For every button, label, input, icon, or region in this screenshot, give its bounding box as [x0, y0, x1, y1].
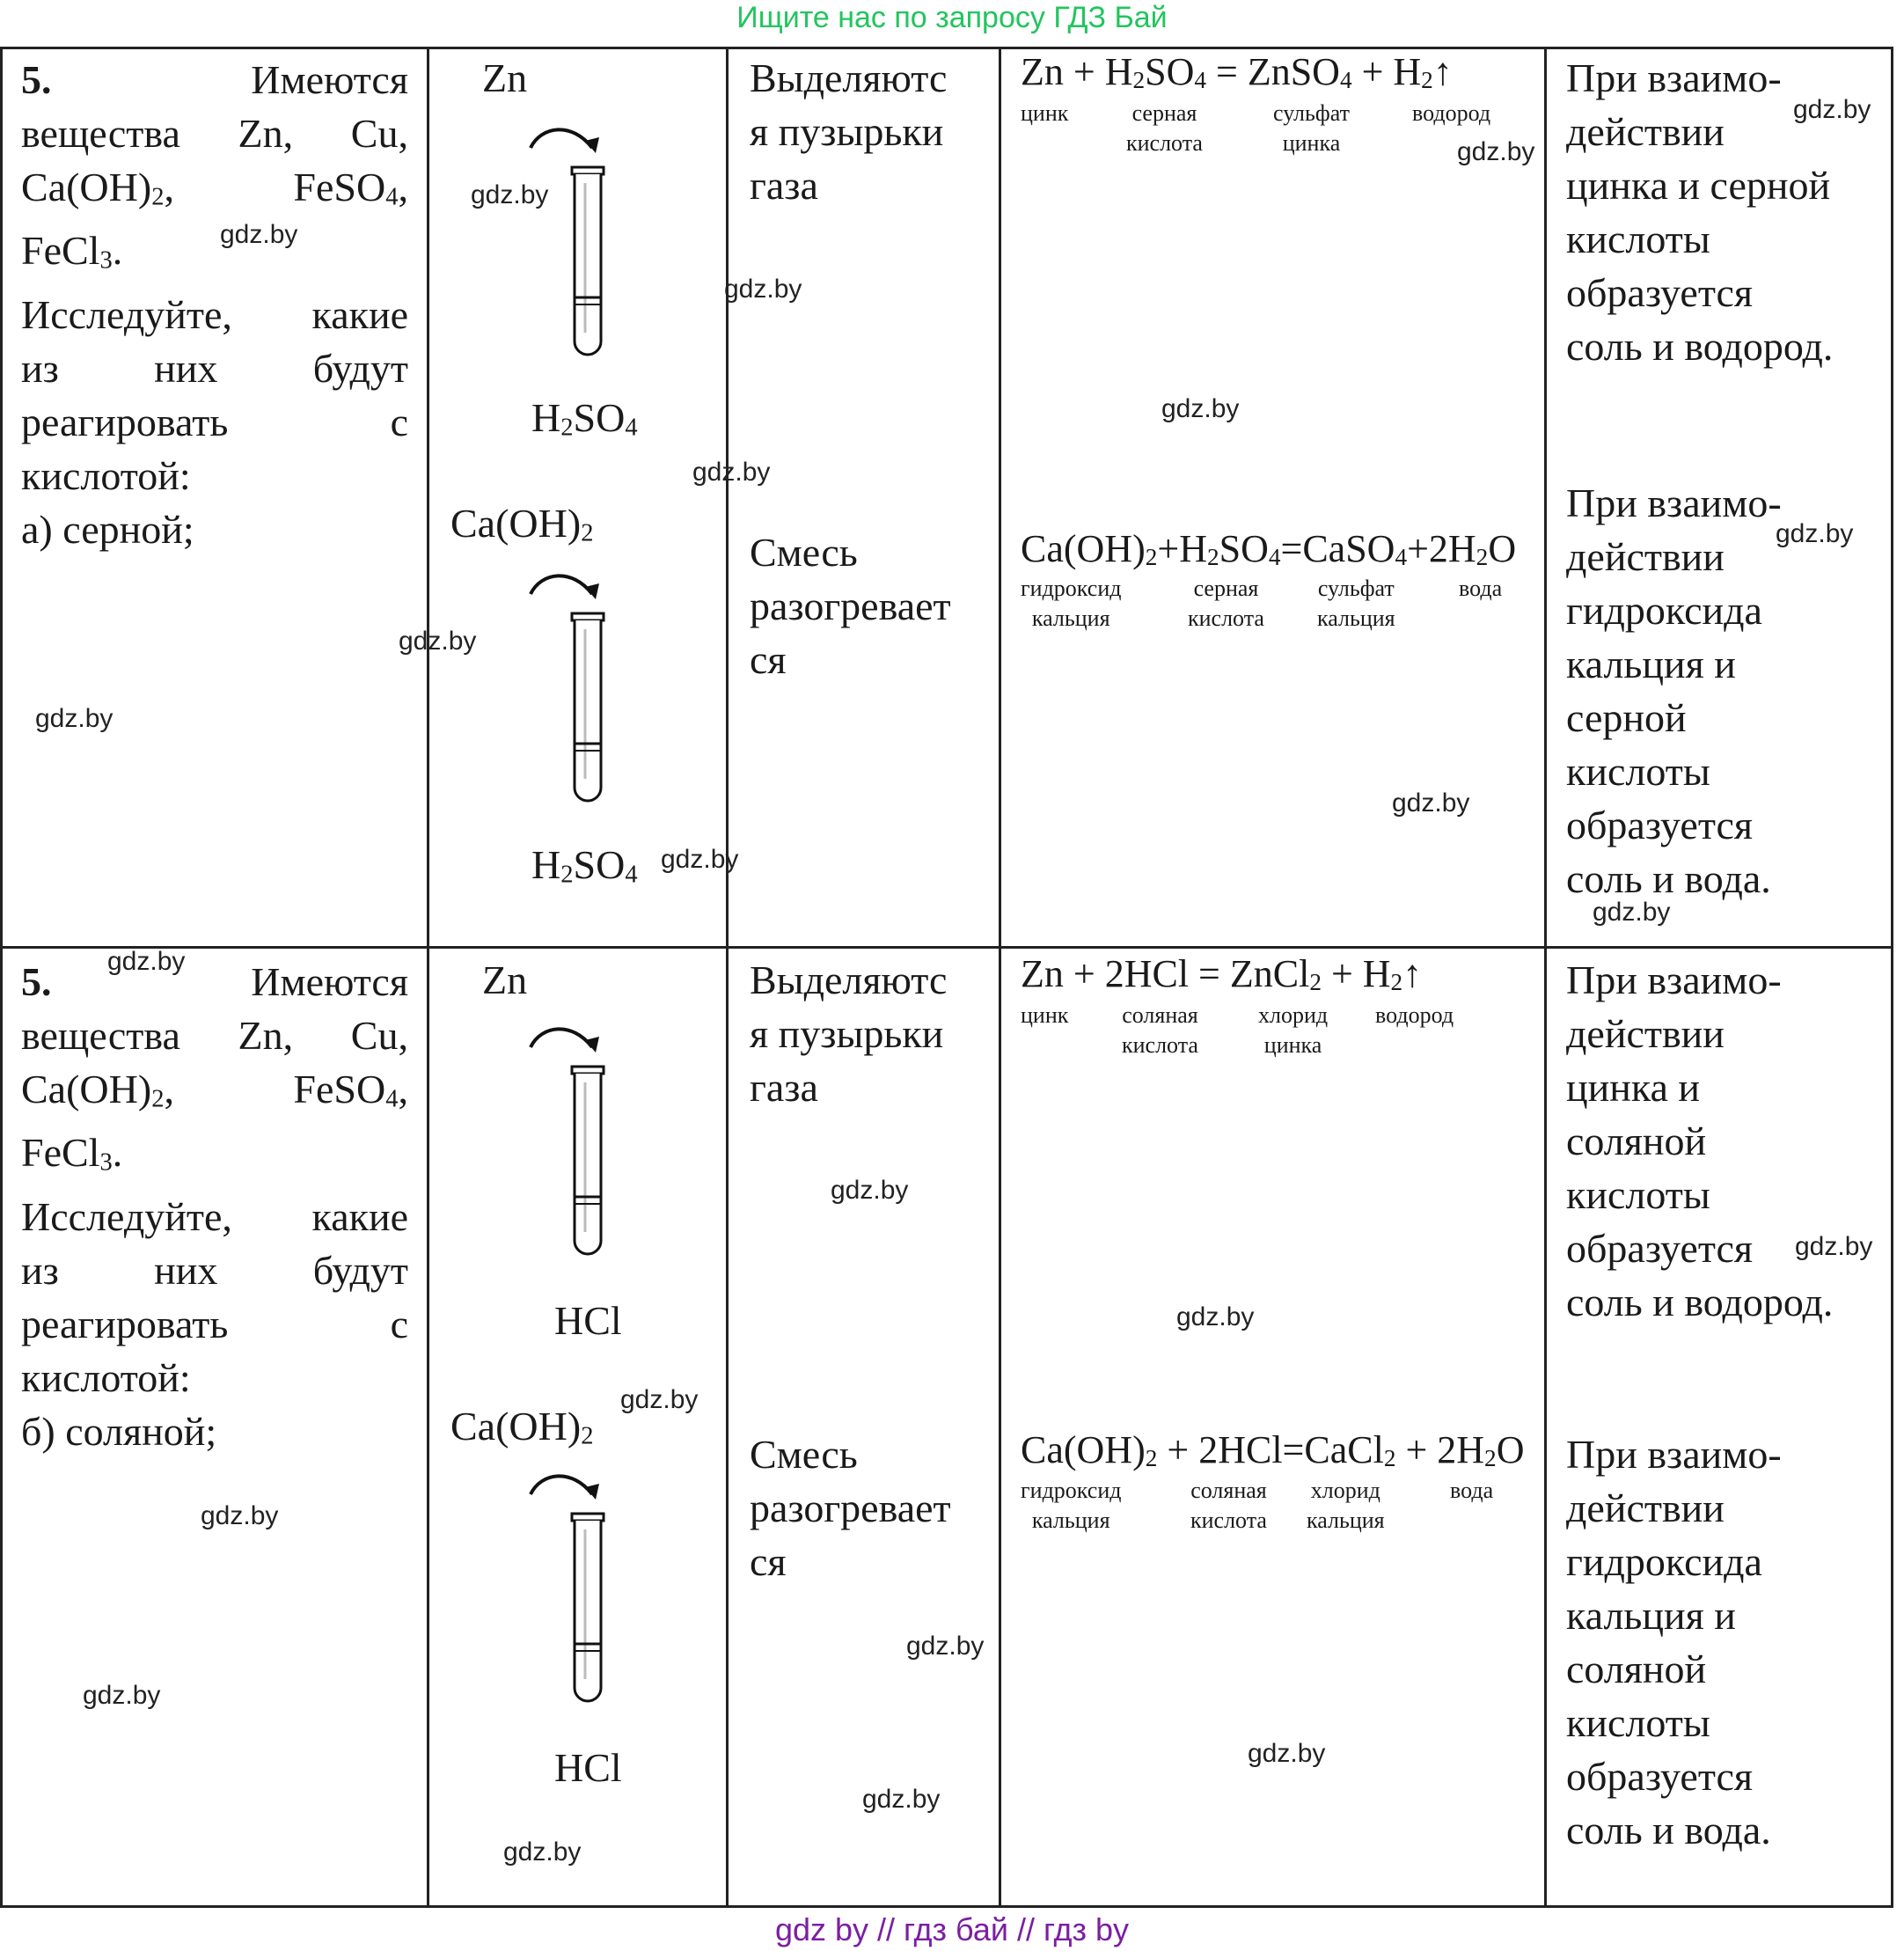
conclusion: При взаимо- действии цинка и соляной кислоты образуется соль и водород. [1566, 957, 1834, 1324]
reagent-label: $Ca(OH)_2$ [450, 1404, 594, 1450]
watermark: gdz.by [1793, 95, 1871, 124]
watermark: gdz.by [399, 627, 477, 656]
watermark: gdz.by [35, 704, 114, 733]
watermark: gdz.by [661, 845, 739, 874]
reaction-equation: $Ca(OH)_2$ + 2HCl=CaCl$_2$ + $2H_2O$ [1021, 1428, 1525, 1472]
question-cell [21, 955, 408, 1458]
test-tube-icon [524, 1468, 620, 1714]
watermark: gdz.by [1176, 1302, 1255, 1331]
watermark: gdz.by [201, 1501, 279, 1530]
question-line: вещества Zn, Cu, [21, 111, 408, 156]
row-divider [0, 946, 1893, 949]
acid-label: $H_2SO_4$ [531, 842, 638, 889]
equation-label: сульфат кальция [1317, 576, 1395, 631]
question-line: Исследуйте, какие [21, 1193, 408, 1239]
test-tube-icon [524, 568, 620, 814]
watermark: gdz.by [906, 1632, 985, 1661]
watermark: gdz.by [1776, 519, 1854, 548]
acid-label: $H_2SO_4$ [531, 395, 638, 442]
acid-label: HCl [554, 1298, 622, 1343]
reaction-equation: Zn + 2HCl = ZnCl$_2$ + $H_2↑$ [1021, 952, 1423, 996]
equation-label: соляная кислота [1122, 1002, 1198, 1058]
question-line: Исследуйте, какие [21, 291, 408, 337]
equation-label: сульфат цинка [1273, 100, 1350, 156]
question-line: вещества Zn, Cu, [21, 1013, 408, 1058]
equation-label: серная кислота [1126, 100, 1203, 156]
equation-label: цинк [1021, 100, 1069, 126]
reagent-label: Zn [482, 957, 528, 1002]
watermark: gdz.by [620, 1385, 699, 1414]
question-cell [21, 53, 408, 556]
question-line: реагировать с [21, 399, 408, 444]
test-tube-icon [524, 1021, 620, 1267]
question-line: $Ca(OH)_2$, FeSO$_4$, [21, 165, 408, 211]
reagent-label: Zn [482, 55, 528, 100]
column-divider [1544, 47, 1547, 1908]
question-line: Имеются [251, 959, 408, 1004]
table-border-bottom [0, 1905, 1893, 1908]
table-border-right [1891, 47, 1893, 1908]
watermark: gdz.by [831, 1176, 909, 1205]
column-divider [0, 47, 3, 1908]
column-divider [999, 47, 1001, 1908]
column-divider [726, 47, 729, 1908]
question-line: кислотой: [21, 452, 191, 498]
equation-label: вода [1450, 1478, 1494, 1503]
watermark: gdz.by [1795, 1232, 1873, 1261]
question-line: из них будут [21, 1247, 408, 1293]
watermark: gdz.by [471, 180, 549, 209]
question-line: FeCl$_3$. [21, 228, 123, 275]
question-line: б) соляной; [21, 1408, 217, 1454]
footer-links: gdz by // гдз бай // гдз by [774, 1911, 1130, 1947]
equation-label: хлорид цинка [1258, 1002, 1329, 1058]
conclusion: При взаимо- действии цинка и серной кислоты образуется соль и водород. [1566, 55, 1834, 369]
question-line: кислотой: [21, 1354, 191, 1400]
column-divider [427, 47, 429, 1908]
watermark: gdz.by [83, 1681, 161, 1710]
question-line: $Ca(OH)_2$, FeSO$_4$, [21, 1067, 408, 1113]
observation: Смесь разогревает ся [750, 530, 951, 682]
question-line: из них будут [21, 345, 408, 391]
reaction-equation: $Zn + H_2SO_4$ = ZnSO$_4$ + $H_2↑$ [1021, 50, 1453, 94]
observation: Выделяютс я пузырьки газа [750, 55, 948, 208]
watermark: gdz.by [503, 1837, 582, 1867]
watermark: gdz.by [220, 220, 298, 249]
acid-label: HCl [554, 1745, 622, 1790]
reaction-equation: $Ca(OH)_2+H_2SO_4=CaSO_4+2H_2O$ [1021, 527, 1517, 571]
watermark: gdz.by [107, 947, 186, 976]
observation: Выделяютс я пузырьки газа [750, 957, 948, 1110]
equation-label: хлорид кальция [1307, 1478, 1385, 1533]
search-banner: Ищите нас по запросу ГДЗ Бай [736, 1, 1168, 34]
watermark: gdz.by [1457, 137, 1535, 166]
watermark: gdz.by [862, 1785, 941, 1814]
equation-label: гидроксид кальция [1021, 1478, 1122, 1533]
watermark: gdz.by [1248, 1739, 1326, 1768]
watermark: gdz.by [692, 458, 771, 487]
equation-label: серная кислота [1188, 576, 1264, 631]
question-line: а) серной; [21, 506, 194, 552]
question-line: FeCl$_3$. [21, 1130, 123, 1177]
question-line: Имеются [251, 57, 408, 102]
equation-label: вода [1459, 576, 1503, 601]
equation-label: цинк [1021, 1002, 1069, 1028]
equation-label: соляная кислота [1190, 1478, 1267, 1533]
conclusion: При взаимо- действии гидроксида кальция и серной кислоты образуется соль и вода. [1566, 480, 1782, 901]
task-number: 5. [21, 57, 52, 102]
task-number: 5. [21, 959, 52, 1004]
question-line: реагировать с [21, 1301, 408, 1346]
conclusion: При взаимо- действии гидроксида кальция и соляной кислоты образуется соль и вода. [1566, 1432, 1782, 1852]
equation-label: водород [1412, 100, 1491, 126]
watermark: gdz.by [1593, 898, 1671, 927]
equation-label: гидроксид кальция [1021, 576, 1122, 631]
reagent-label: $Ca(OH)_2$ [450, 501, 594, 547]
test-tube-icon [524, 121, 620, 368]
watermark: gdz.by [1161, 394, 1240, 423]
observation: Смесь разогревает ся [750, 1432, 951, 1584]
watermark: gdz.by [1392, 788, 1470, 818]
equation-label: водород [1375, 1002, 1454, 1028]
watermark: gdz.by [724, 275, 802, 304]
table-border-top [0, 47, 1893, 49]
